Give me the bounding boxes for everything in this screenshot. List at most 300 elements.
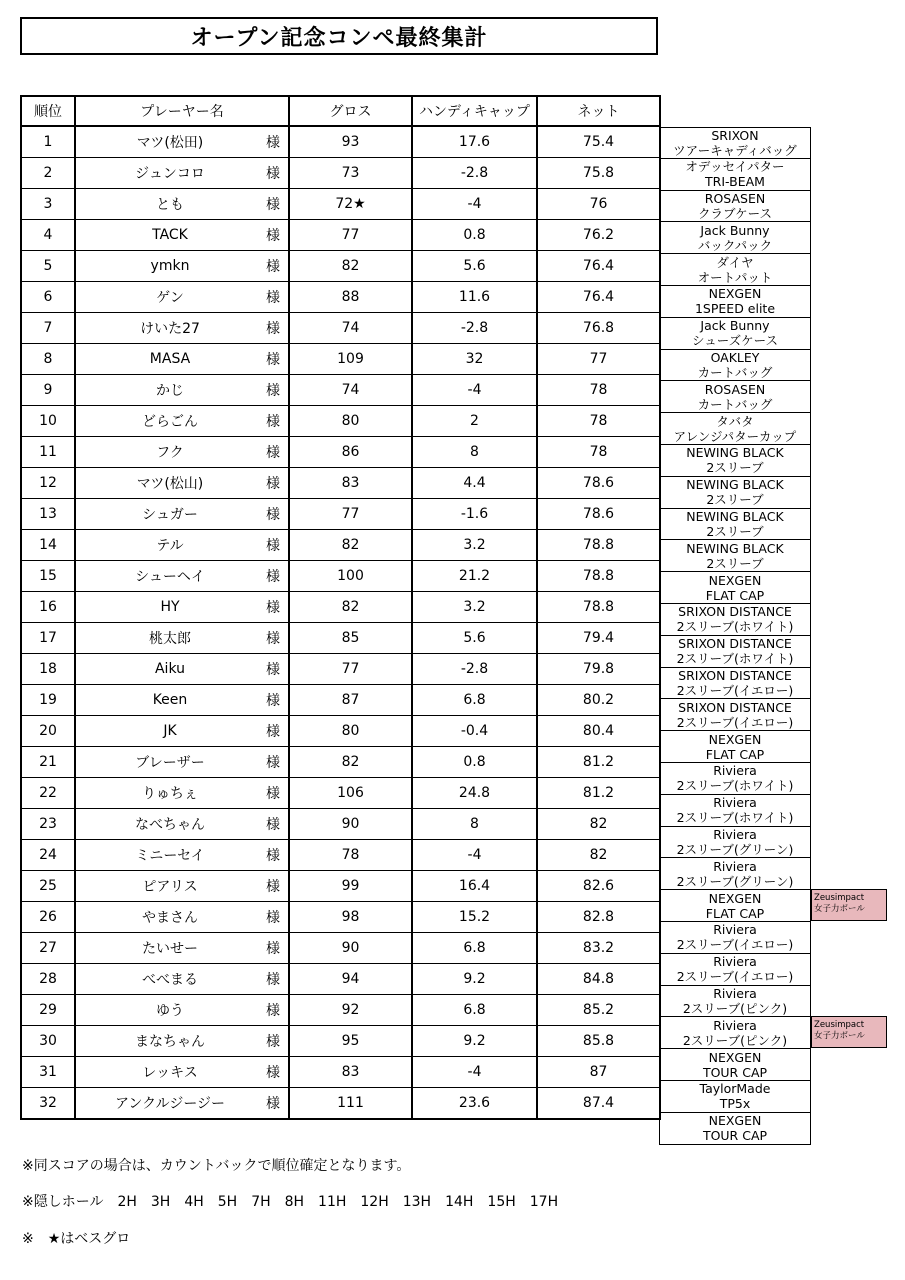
player-name: ピアリス xyxy=(142,879,198,895)
prize-item: 2スリーブ(グリーン) xyxy=(676,873,794,889)
table-row xyxy=(21,251,660,282)
honorific: 様 xyxy=(266,507,280,523)
table-row xyxy=(21,158,660,189)
honorific: 様 xyxy=(266,1065,280,1081)
honorific: 様 xyxy=(266,538,280,554)
table-row xyxy=(21,375,660,406)
player-cell xyxy=(75,747,289,778)
handicap-cell: -2.8 xyxy=(412,654,537,685)
honorific: 様 xyxy=(266,445,280,461)
prize-brand: Riviera xyxy=(713,795,757,811)
handicap-cell: 11.6 xyxy=(412,282,537,313)
player-name: シュガー xyxy=(142,507,198,523)
prize-box xyxy=(659,763,811,795)
honorific: 様 xyxy=(266,662,280,678)
handicap-cell: 3.2 xyxy=(412,530,537,561)
player-name: ミニーセイ xyxy=(135,848,205,864)
table-row xyxy=(21,126,660,158)
prize-brand: OAKLEY xyxy=(710,349,760,365)
table-row xyxy=(21,964,660,995)
net-cell: 84.8 xyxy=(537,964,660,995)
rank-cell: 8 xyxy=(21,344,75,375)
net-cell: 81.2 xyxy=(537,747,660,778)
header-handicap: ハンディキャップ xyxy=(412,96,537,126)
table-row xyxy=(21,995,660,1026)
player-cell xyxy=(75,437,289,468)
handicap-cell: -4 xyxy=(412,1057,537,1088)
rank-cell: 9 xyxy=(21,375,75,406)
honorific: 様 xyxy=(266,848,280,864)
table-row xyxy=(21,871,660,902)
handicap-cell: 2 xyxy=(412,406,537,437)
net-cell: 76.4 xyxy=(537,282,660,313)
header-net: ネット xyxy=(537,96,660,126)
rank-cell: 7 xyxy=(21,313,75,344)
handicap-cell: 5.6 xyxy=(412,251,537,282)
prize-box xyxy=(659,127,811,159)
handicap-cell: 6.8 xyxy=(412,995,537,1026)
prize-box xyxy=(659,668,811,700)
honorific: 様 xyxy=(266,693,280,709)
gross-cell: 82 xyxy=(289,747,412,778)
gross-cell: 77 xyxy=(289,654,412,685)
net-cell: 85.8 xyxy=(537,1026,660,1057)
prize-item: ツアーキャディバッグ xyxy=(673,142,797,158)
bonus-prize-brand: Zeusimpact xyxy=(814,893,865,903)
rank-cell: 20 xyxy=(21,716,75,747)
handicap-cell: 5.6 xyxy=(412,623,537,654)
prize-box xyxy=(659,858,811,890)
net-cell: 76.2 xyxy=(537,220,660,251)
note-best-gross: ※ ★はベスグロ xyxy=(22,1231,131,1247)
prize-box xyxy=(659,445,811,477)
honorific: 様 xyxy=(266,631,280,647)
rank-cell: 13 xyxy=(21,499,75,530)
player-name: HY xyxy=(160,599,180,615)
prize-brand: Jack Bunny xyxy=(700,318,770,334)
bonus-prize xyxy=(811,1016,887,1048)
net-cell: 80.4 xyxy=(537,716,660,747)
prize-item: 2スリーブ xyxy=(706,555,764,571)
player-cell xyxy=(75,251,289,282)
player-name: たいせー xyxy=(142,941,198,957)
table-row xyxy=(21,406,660,437)
prize-brand: Riviera xyxy=(713,826,757,842)
gross-cell: 77 xyxy=(289,220,412,251)
handicap-cell: 24.8 xyxy=(412,778,537,809)
net-cell: 76 xyxy=(537,189,660,220)
prize-box xyxy=(659,1017,811,1049)
prize-item: 2スリーブ(ホワイト) xyxy=(676,778,794,794)
player-name: フク xyxy=(156,445,184,461)
player-cell xyxy=(75,561,289,592)
rank-cell: 24 xyxy=(21,840,75,871)
table-row xyxy=(21,685,660,716)
rank-cell: 25 xyxy=(21,871,75,902)
handicap-cell: 8 xyxy=(412,437,537,468)
player-cell xyxy=(75,933,289,964)
rank-cell: 18 xyxy=(21,654,75,685)
bonus-prize xyxy=(811,889,887,921)
prize-item: 2スリーブ(イエロー) xyxy=(676,682,794,698)
bonus-prize-item: 女子力ボール xyxy=(814,904,865,914)
table-row xyxy=(21,654,660,685)
note-countback: ※同スコアの場合は、カウントバックで順位確定となります。 xyxy=(22,1158,411,1174)
prize-brand: SRIXON xyxy=(711,127,759,143)
rank-cell: 10 xyxy=(21,406,75,437)
gross-cell: 78 xyxy=(289,840,412,871)
rank-cell: 23 xyxy=(21,809,75,840)
net-cell: 78.8 xyxy=(537,530,660,561)
rank-cell: 28 xyxy=(21,964,75,995)
table-row xyxy=(21,592,660,623)
honorific: 様 xyxy=(266,569,280,585)
net-cell: 78.6 xyxy=(537,499,660,530)
prize-box xyxy=(659,413,811,445)
player-cell xyxy=(75,468,289,499)
rank-cell: 32 xyxy=(21,1088,75,1120)
player-name: TACK xyxy=(152,227,188,243)
net-cell: 82.8 xyxy=(537,902,660,933)
table-row xyxy=(21,623,660,654)
note-hidden-holes: ※隠しホール 2H 3H 4H 5H 7H 8H 11H 12H 13H 14H 15H 17H xyxy=(22,1194,559,1210)
player-name: ジュンコロ xyxy=(135,166,205,182)
player-cell xyxy=(75,623,289,654)
table-row xyxy=(21,499,660,530)
handicap-cell: 9.2 xyxy=(412,1026,537,1057)
handicap-cell: -4 xyxy=(412,840,537,871)
table-header-row xyxy=(21,96,660,126)
prize-item: 2スリーブ(ホワイト) xyxy=(676,619,794,635)
net-cell: 78.8 xyxy=(537,592,660,623)
prize-box xyxy=(659,954,811,986)
prize-item: オートパット xyxy=(697,269,773,285)
honorific: 様 xyxy=(266,910,280,926)
table-row xyxy=(21,809,660,840)
player-name: レッキス xyxy=(142,1065,198,1081)
rank-cell: 14 xyxy=(21,530,75,561)
player-cell xyxy=(75,685,289,716)
handicap-cell: 3.2 xyxy=(412,592,537,623)
rank-cell: 1 xyxy=(21,126,75,158)
net-cell: 78 xyxy=(537,375,660,406)
player-cell xyxy=(75,964,289,995)
prize-brand: ダイヤ xyxy=(716,254,754,270)
prize-brand: NEWING BLACK xyxy=(686,508,784,524)
handicap-cell: -4 xyxy=(412,189,537,220)
rank-cell: 17 xyxy=(21,623,75,654)
net-cell: 82 xyxy=(537,809,660,840)
prize-item: 2スリーブ(イエロー) xyxy=(676,969,794,985)
prize-item: 1SPEED elite xyxy=(694,301,776,317)
net-cell: 87.4 xyxy=(537,1088,660,1120)
honorific: 様 xyxy=(266,476,280,492)
prize-box xyxy=(659,381,811,413)
prize-item: 2スリーブ(ピンク) xyxy=(682,1032,788,1048)
gross-cell: 86 xyxy=(289,437,412,468)
prize-item: 2スリーブ(ホワイト) xyxy=(676,651,794,667)
table-row xyxy=(21,747,660,778)
prize-item: TRI-BEAM xyxy=(705,174,765,190)
net-cell: 79.4 xyxy=(537,623,660,654)
honorific: 様 xyxy=(266,414,280,430)
player-cell xyxy=(75,592,289,623)
player-name: 桃太郎 xyxy=(149,631,191,647)
player-cell xyxy=(75,189,289,220)
handicap-cell: 0.8 xyxy=(412,747,537,778)
player-name: なべちゃん xyxy=(135,817,205,833)
honorific: 様 xyxy=(266,259,280,275)
honorific: 様 xyxy=(266,1096,280,1112)
table-row xyxy=(21,282,660,313)
gross-cell: 85 xyxy=(289,623,412,654)
rank-cell: 6 xyxy=(21,282,75,313)
honorific: 様 xyxy=(266,383,280,399)
prize-item: FLAT CAP xyxy=(705,587,765,603)
player-name: アンクルジージー xyxy=(114,1096,226,1112)
prize-brand: NEXGEN xyxy=(708,1113,762,1129)
honorific: 様 xyxy=(266,321,280,337)
honorific: 様 xyxy=(266,228,280,244)
prize-brand: オデッセイパター xyxy=(685,159,785,175)
net-cell: 81.2 xyxy=(537,778,660,809)
handicap-cell: 6.8 xyxy=(412,933,537,964)
gross-cell: 90 xyxy=(289,809,412,840)
player-name: JK xyxy=(163,723,177,739)
player-name: ブレーザー xyxy=(135,755,205,771)
gross-cell: 80 xyxy=(289,716,412,747)
net-cell: 78.8 xyxy=(537,561,660,592)
player-cell xyxy=(75,158,289,189)
prize-box xyxy=(659,827,811,859)
prize-brand: NEXGEN xyxy=(708,572,762,588)
player-cell xyxy=(75,654,289,685)
prize-brand: NEWING BLACK xyxy=(686,445,784,461)
gross-cell: 98 xyxy=(289,902,412,933)
results-table xyxy=(20,95,661,1120)
results-body xyxy=(21,126,660,1119)
header-player: プレーヤー名 xyxy=(75,96,289,126)
prize-brand: NEWING BLACK xyxy=(686,477,784,493)
prize-box xyxy=(659,318,811,350)
prize-box xyxy=(659,604,811,636)
player-cell xyxy=(75,344,289,375)
prize-box xyxy=(659,286,811,318)
table-row xyxy=(21,530,660,561)
gross-cell: 92 xyxy=(289,995,412,1026)
player-cell xyxy=(75,1088,289,1120)
header-gross: グロス xyxy=(289,96,412,126)
rank-cell: 15 xyxy=(21,561,75,592)
handicap-cell: -2.8 xyxy=(412,313,537,344)
table-row xyxy=(21,220,660,251)
rank-cell: 2 xyxy=(21,158,75,189)
honorific: 様 xyxy=(266,197,280,213)
prize-brand: Riviera xyxy=(713,985,757,1001)
prize-brand: SRIXON DISTANCE xyxy=(678,699,792,715)
rank-cell: 4 xyxy=(21,220,75,251)
prize-box xyxy=(659,795,811,827)
honorific: 様 xyxy=(266,817,280,833)
gross-cell: 82 xyxy=(289,530,412,561)
player-cell xyxy=(75,375,289,406)
prize-item: アレンジパターカップ xyxy=(673,428,797,444)
honorific: 様 xyxy=(266,166,280,182)
prize-brand: Riviera xyxy=(713,858,757,874)
prize-brand: Riviera xyxy=(713,1017,757,1033)
rank-cell: 16 xyxy=(21,592,75,623)
player-name: MASA xyxy=(149,351,191,367)
prize-item: TOUR CAP xyxy=(702,1064,768,1080)
gross-cell: 95 xyxy=(289,1026,412,1057)
table-row xyxy=(21,902,660,933)
prize-box xyxy=(659,509,811,541)
player-name: やまさん xyxy=(142,910,198,926)
player-name: とも xyxy=(156,197,184,213)
player-cell xyxy=(75,126,289,158)
net-cell: 75.4 xyxy=(537,126,660,158)
table-row xyxy=(21,933,660,964)
player-cell xyxy=(75,406,289,437)
table-row xyxy=(21,1026,660,1057)
player-name: りゅちぇ xyxy=(142,786,198,802)
player-name: かじ xyxy=(156,383,184,399)
net-cell: 83.2 xyxy=(537,933,660,964)
handicap-cell: 0.8 xyxy=(412,220,537,251)
handicap-cell: 8 xyxy=(412,809,537,840)
prize-brand: NEXGEN xyxy=(708,286,762,302)
prize-box xyxy=(659,350,811,382)
gross-cell: 109 xyxy=(289,344,412,375)
prize-brand: NEWING BLACK xyxy=(686,540,784,556)
prize-box xyxy=(659,1081,811,1113)
prize-item: 2スリーブ xyxy=(706,523,764,539)
player-name: マツ(松田) xyxy=(136,135,204,151)
prize-box xyxy=(659,731,811,763)
table-row xyxy=(21,437,660,468)
table-row xyxy=(21,561,660,592)
player-cell xyxy=(75,902,289,933)
prize-box xyxy=(659,222,811,254)
gross-cell: 82 xyxy=(289,592,412,623)
rank-cell: 19 xyxy=(21,685,75,716)
table-row xyxy=(21,1057,660,1088)
rank-cell: 26 xyxy=(21,902,75,933)
prize-column xyxy=(659,127,811,1145)
prize-box xyxy=(659,254,811,286)
net-cell: 76.4 xyxy=(537,251,660,282)
handicap-cell: -4 xyxy=(412,375,537,406)
honorific: 様 xyxy=(266,135,280,151)
gross-cell: 82 xyxy=(289,251,412,282)
net-cell: 76.8 xyxy=(537,313,660,344)
handicap-cell: 4.4 xyxy=(412,468,537,499)
honorific: 様 xyxy=(266,290,280,306)
player-name: けいた27 xyxy=(140,321,200,337)
honorific: 様 xyxy=(266,941,280,957)
gross-cell: 87 xyxy=(289,685,412,716)
gross-cell: 106 xyxy=(289,778,412,809)
prize-box xyxy=(659,572,811,604)
gross-cell: 72★ xyxy=(289,189,412,220)
player-cell xyxy=(75,313,289,344)
prize-box xyxy=(659,890,811,922)
gross-cell: 74 xyxy=(289,375,412,406)
player-name: テル xyxy=(156,538,184,554)
prize-box xyxy=(659,699,811,731)
table-row xyxy=(21,840,660,871)
table-row xyxy=(21,468,660,499)
player-name: どらごん xyxy=(142,414,198,430)
prize-brand: TaylorMade xyxy=(699,1081,771,1097)
net-cell: 85.2 xyxy=(537,995,660,1026)
prize-item: 2スリーブ(ピンク) xyxy=(682,1000,788,1016)
table-row xyxy=(21,313,660,344)
gross-cell: 83 xyxy=(289,468,412,499)
handicap-cell: 9.2 xyxy=(412,964,537,995)
player-name: シューヘイ xyxy=(135,569,205,585)
handicap-cell: -1.6 xyxy=(412,499,537,530)
rank-cell: 11 xyxy=(21,437,75,468)
prize-item: FLAT CAP xyxy=(705,746,765,762)
player-cell xyxy=(75,282,289,313)
prize-box xyxy=(659,1113,811,1145)
gross-cell: 90 xyxy=(289,933,412,964)
table-row xyxy=(21,344,660,375)
net-cell: 75.8 xyxy=(537,158,660,189)
header-rank: 順位 xyxy=(21,96,75,126)
handicap-cell: 17.6 xyxy=(412,126,537,158)
prize-brand: ROSASEN xyxy=(704,190,766,206)
prize-brand: Riviera xyxy=(713,954,757,970)
bonus-prize-item: 女子力ボール xyxy=(814,1031,865,1041)
prize-brand: Jack Bunny xyxy=(700,222,770,238)
table-row xyxy=(21,189,660,220)
prize-brand: SRIXON DISTANCE xyxy=(678,604,792,620)
honorific: 様 xyxy=(266,755,280,771)
prize-brand: NEXGEN xyxy=(708,890,762,906)
rank-cell: 3 xyxy=(21,189,75,220)
net-cell: 82 xyxy=(537,840,660,871)
rank-cell: 30 xyxy=(21,1026,75,1057)
player-cell xyxy=(75,1057,289,1088)
prize-item: 2スリーブ xyxy=(706,492,764,508)
rank-cell: 29 xyxy=(21,995,75,1026)
page-title: オープン記念コンペ最終集計 xyxy=(20,17,658,55)
player-cell xyxy=(75,220,289,251)
player-cell xyxy=(75,530,289,561)
gross-cell: 99 xyxy=(289,871,412,902)
prize-item: 2スリーブ(イエロー) xyxy=(676,714,794,730)
prize-item: TOUR CAP xyxy=(702,1128,768,1144)
handicap-cell: 16.4 xyxy=(412,871,537,902)
gross-cell: 111 xyxy=(289,1088,412,1120)
player-name: ゆう xyxy=(156,1003,184,1019)
rank-cell: 22 xyxy=(21,778,75,809)
handicap-cell: 23.6 xyxy=(412,1088,537,1120)
honorific: 様 xyxy=(266,786,280,802)
prize-item: 2スリーブ(イエロー) xyxy=(676,937,794,953)
prize-brand: SRIXON DISTANCE xyxy=(678,636,792,652)
prize-brand: NEXGEN xyxy=(708,1049,762,1065)
gross-cell: 73 xyxy=(289,158,412,189)
prize-item: クラブケース xyxy=(697,205,772,221)
prize-item: シューズケース xyxy=(691,333,778,349)
gross-cell: 83 xyxy=(289,1057,412,1088)
honorific: 様 xyxy=(266,724,280,740)
player-name: まなちゃん xyxy=(135,1034,205,1050)
rank-cell: 21 xyxy=(21,747,75,778)
